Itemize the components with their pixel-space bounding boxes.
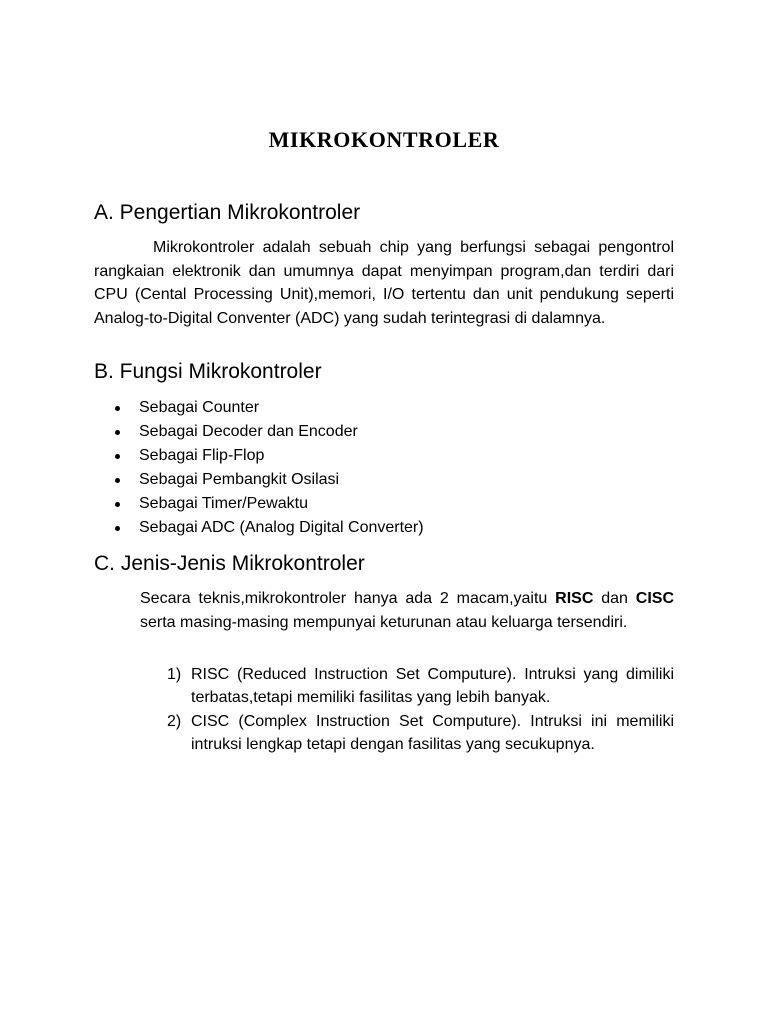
function-list	[113, 396, 424, 540]
item-number: 2)	[167, 712, 182, 730]
item-number: 1)	[167, 666, 182, 683]
numbered-item	[167, 663, 674, 710]
list-item-text: Sebagai Pembangkit Osilasi	[139, 471, 340, 488]
document-title: MIKROKONTROLER	[268, 127, 500, 152]
list-item	[113, 492, 424, 516]
numbered-item	[167, 710, 674, 757]
bullet-icon	[115, 454, 120, 459]
section-c-heading: C. Jenis-Jenis Mikrokontroler	[94, 552, 365, 575]
list-item	[113, 516, 424, 540]
item-text: RISC (Reduced Instruction Set Computure). Intruksi yang dimiliki terbatas,tetapi memiliki fasilitas yang lebih banyak.	[191, 666, 674, 707]
intro-text-3: serta masing-masing mempunyai keturunan atau keluarga tersendiri.	[140, 613, 628, 631]
section-b-heading: B. Fungsi Mikrokontroler	[94, 360, 322, 383]
list-item	[113, 444, 424, 468]
section-a-paragraph: Mikrokontroler adalah sebuah chip yang berfungsi sebagai pengontrol rangkaian elektronik dan umumnya dapat menyimpan program,dan terdiri dari CPU (Cental Processing Unit),memori, I/O tertentu dan unit pendukung seperti Analog-to-Digital Conventer (ADC) yang sudah terintegrasi di dalamnya.	[94, 239, 674, 327]
list-item-text: Sebagai ADC (Analog Digital Converter)	[139, 519, 424, 536]
risc-term: RISC	[555, 590, 594, 607]
list-item-text: Sebagai Flip-Flop	[139, 447, 265, 464]
cisc-term: CISC	[635, 590, 674, 607]
list-item-text: Sebagai Timer/Pewaktu	[139, 495, 308, 512]
bullet-icon	[115, 406, 120, 411]
list-item-text: Sebagai Decoder dan Encoder	[139, 423, 358, 440]
section-c-intro	[140, 587, 674, 634]
type-list	[167, 663, 674, 756]
intro-text-2: dan	[593, 590, 636, 607]
intro-text-1: Secara teknis,mikrokontroler hanya ada 2 macam,yaitu	[140, 590, 556, 607]
list-item-text: Sebagai Counter	[139, 399, 260, 416]
item-text: CISC (Complex Instruction Set Computure). Intruksi ini memiliki intruksi lengkap tetapi dengan fasilitas yang secukupnya.	[191, 712, 674, 753]
bullet-icon	[115, 430, 120, 435]
bullet-icon	[115, 502, 120, 507]
bullet-icon	[115, 478, 120, 483]
section-a-heading: A. Pengertian Mikrokontroler	[94, 201, 361, 224]
list-item	[113, 468, 424, 492]
list-item	[113, 396, 424, 420]
list-item	[113, 420, 424, 444]
bullet-icon	[115, 526, 120, 531]
